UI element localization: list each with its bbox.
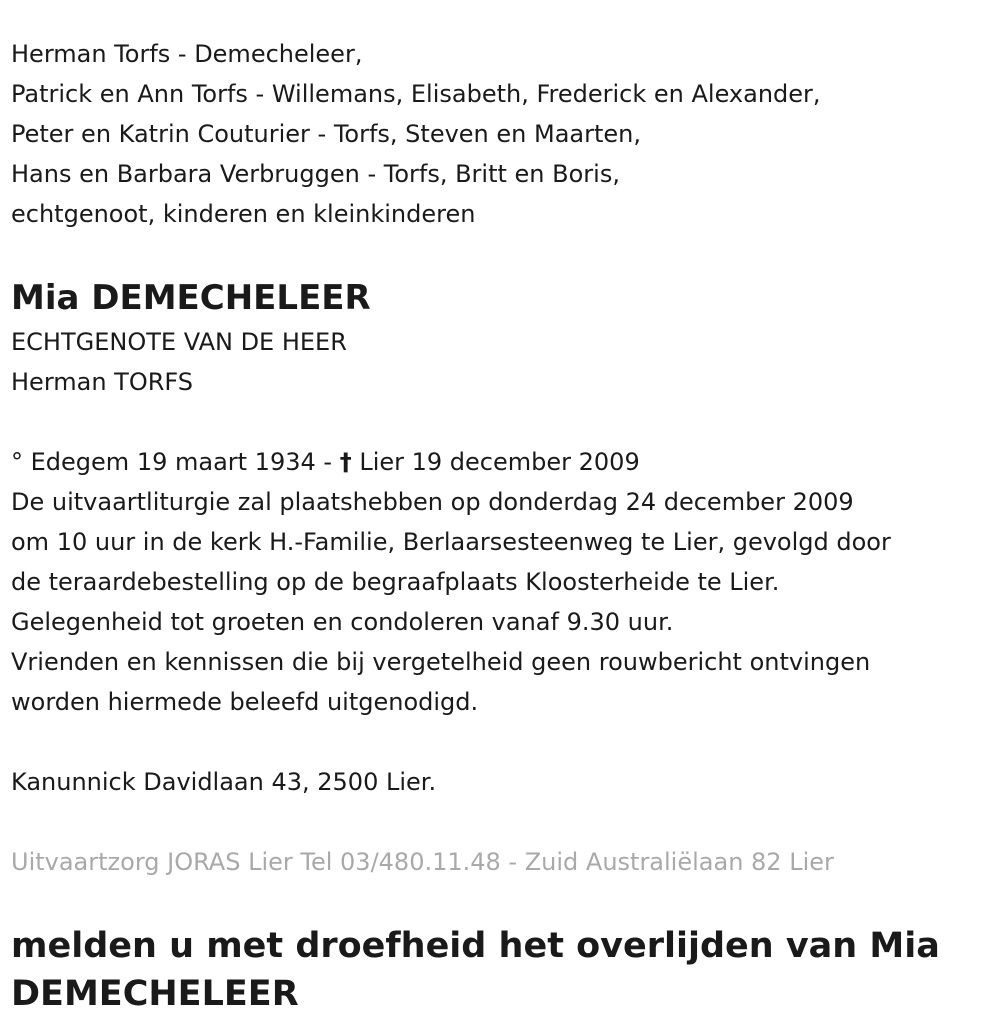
spacer	[11, 402, 991, 442]
details-line: De uitvaartliturgie zal plaatshebben op donderdag 24 december 2009	[11, 488, 854, 516]
funeral-home-info: Uitvaartzorg JORAS Lier Tel 03/480.11.48 - Zuid Australiëlaan 82 Lier	[11, 848, 834, 876]
dates-line	[11, 442, 991, 482]
family-line: echtgenoot, kinderen en kleinkinderen	[11, 200, 476, 228]
closing-announcement: melden u met droefheid het overlijden van Mia DEMECHELEER	[11, 926, 940, 1014]
details-line: om 10 uur in de kerk H.-Familie, Berlaarsesteenweg te Lier, gevolgd door	[11, 528, 891, 556]
deceased-spouse: Herman TORFS	[11, 368, 194, 396]
spacer	[11, 722, 991, 762]
details-line: Vrienden en kennissen die bij vergetelheid geen rouwbericht ontvingen	[11, 648, 871, 676]
obituary-notice	[11, 34, 991, 1018]
deceased-relation: ECHTGENOTE VAN DE HEER	[11, 328, 347, 356]
family-line: Herman Torfs - Demecheleer,	[11, 40, 363, 68]
family-line: Patrick en Ann Torfs - Willemans, Elisabeth, Frederick en Alexander,	[11, 80, 821, 108]
spacer	[11, 234, 991, 274]
death-cross-icon: †	[339, 448, 352, 476]
funeral-details	[11, 482, 991, 722]
family-line: Peter en Katrin Couturier - Torfs, Steven en Maarten,	[11, 120, 641, 148]
birth-date: Edegem 19 maart 1934 -	[30, 448, 333, 476]
details-line: de teraardebestelling op de begraafplaats Kloosterheide te Lier.	[11, 568, 780, 596]
death-date: Lier 19 december 2009	[359, 448, 640, 476]
deceased-name: Mia DEMECHELEER	[11, 278, 371, 318]
family-block	[11, 34, 991, 234]
details-line: Gelegenheid tot groeten en condoleren vanaf 9.30 uur.	[11, 608, 674, 636]
details-line: worden hiermede beleefd uitgenodigd.	[11, 688, 479, 716]
spacer	[11, 882, 991, 922]
birth-marker: °	[11, 448, 23, 476]
family-line: Hans en Barbara Verbruggen - Torfs, Britt en Boris,	[11, 160, 620, 188]
spacer	[11, 802, 991, 842]
home-address: Kanunnick Davidlaan 43, 2500 Lier.	[11, 768, 437, 796]
